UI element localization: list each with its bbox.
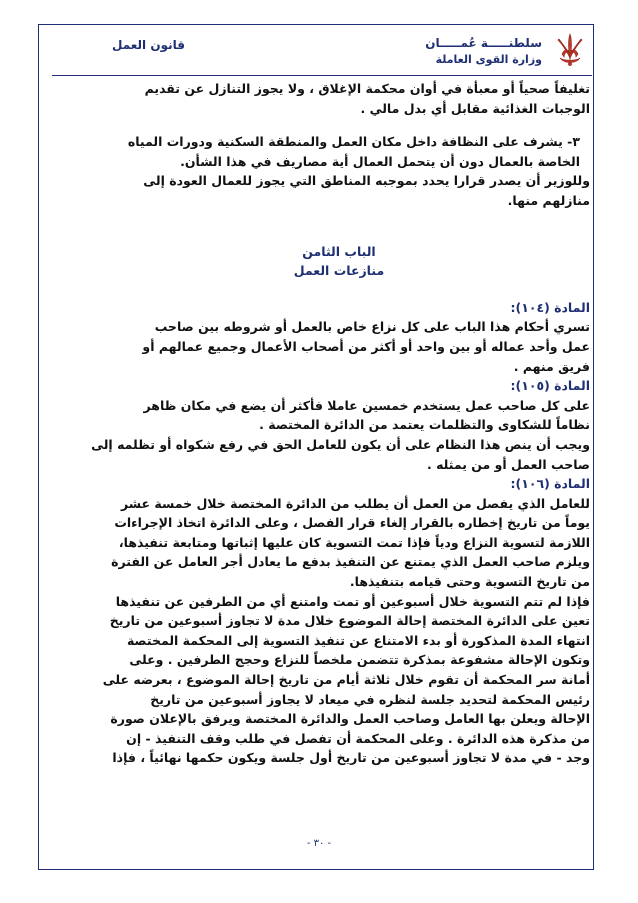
body-line: الوجبات الغذائية مقابل أي بدل مالي . [360,100,590,116]
article-line: انتهاء المدة المذكورة أو بدء الامتناع عن تنفيذ التسوية إلى المحكمة المختصة [126,632,590,648]
article-line: فريق منهم . [513,358,590,374]
page-number: - ٣٠ - [306,838,332,849]
article-line: ويجب أن ينص هذا النظام على أن يكون للعامل الحق في رفع شكواه أو تظلمه إلى [91,436,590,452]
body-line: ٣- يشرف على النظافة داخل مكان العمل والمنطقة السكنية ودورات المياه [127,134,580,150]
article-line: ويلزم صاحب العمل الذي يمتنع عن التنفيذ بدفع ما يعادل أجر العامل عن الفترة [111,554,590,570]
body-line: الخاصة بالعمال دون أن يتحمل العمال أية مصاريف في هذا الشأن. [180,153,580,169]
article-line: صاحب العمل أو من يمثله . [427,456,590,472]
document-body [88,79,590,768]
article-line: تسري أحكام هذا الباب على كل نزاع خاص بالعمل أو شروطه بين صاحب [154,319,590,335]
article-line: يوماً من تاريخ إخطاره بالقرار إلغاء قرار الفصل ، وعلى الدائرة اتخاذ الإجراءات [114,515,590,531]
header-law-title: قانون العمل [112,38,185,52]
article-line: من تاريخ التسوية وحتى قيامه بتنفيذها. [349,574,590,590]
header-sultanate: سلطنـــــة عُمـــــان [425,36,542,50]
article-line: نظاماً للشكاوى والتظلمات يعتمد من الدائرة المختصة . [259,417,590,433]
section-subtitle: منازعات العمل [293,263,385,279]
article-line: فإذا لم تتم التسوية خلال أسبوعين أو تمت وامتنع أي من الطرفين عن تنفيذها [115,593,590,609]
article-line: أمانة سر المحكمة أن تقوم خلال ثلاثة أيام من تاريخ إحالة الموضوع ، بعرضه على [102,672,590,688]
article-line: على كل صاحب عمل يستخدم خمسين عاملا فأكثر أن يضع في مكان ظاهر [143,397,590,413]
article-line: وجد - في مدة لا تجاوز أسبوعين من تاريخ أول جلسة ويكون حكمها نهائياً ، فإذا [112,750,590,766]
oman-emblem-icon [552,30,588,70]
header-authority [425,36,542,66]
body-line: منازلهم منها. [507,192,590,208]
header-rule [52,75,592,76]
article-line: رئيس المحكمة لتحديد جلسة لنظره في ميعاد لا يجاوز أسبوعين من تاريخ [150,691,590,707]
article-heading: المادة (١٠٥): [510,378,590,394]
body-line: وللوزير أن يصدر قرارا يحدد بموجبه المناطق التي يجوز للعمال العودة إلى [143,173,590,189]
article-line: عمل وأحد عماله أو بين واحد أو أكثر من أصحاب الأعمال وجميع عمالهم أو [142,338,590,354]
article-line: من مذكرة هذه الدائرة . وعلى المحكمة أن تفصل في طلب وقف التنفيذ - إن [126,730,590,746]
article-line: تعين على الدائرة المختصة إحالة الموضوع خلال مدة لا تجاوز أسبوعين من تاريخ [109,613,590,629]
article-line: الإحالة ويعلن بها العامل وصاحب العمل والدائرة المختصة ويرفق بالإعلان صورة [110,711,590,727]
article-heading: المادة (١٠٦): [510,476,590,492]
section-title: الباب الثامن [302,243,376,259]
article-line: اللازمة لتسوية النزاع ودياً فإذا تمت التسوية كان عليها إثباتها ومتابعة تنفيذها، [118,534,590,550]
header-ministry: وزارة القوى العاملة [435,53,542,66]
article-line: للعامل الذي يفصل من العمل أن يطلب من الدائرة المختصة خلال خمسة عشر [121,495,590,511]
article-line: وتكون الإحالة مشفوعة بمذكرة تتضمن ملخصاً للنزاع وحجج الطرفين . وعلى [129,652,590,668]
article-heading: المادة (١٠٤): [510,299,590,315]
body-line: تغليفاً صحياً أو معبأة في أوان محكمة الإغلاق ، ولا يجوز التنازل عن تقديم [144,81,590,96]
